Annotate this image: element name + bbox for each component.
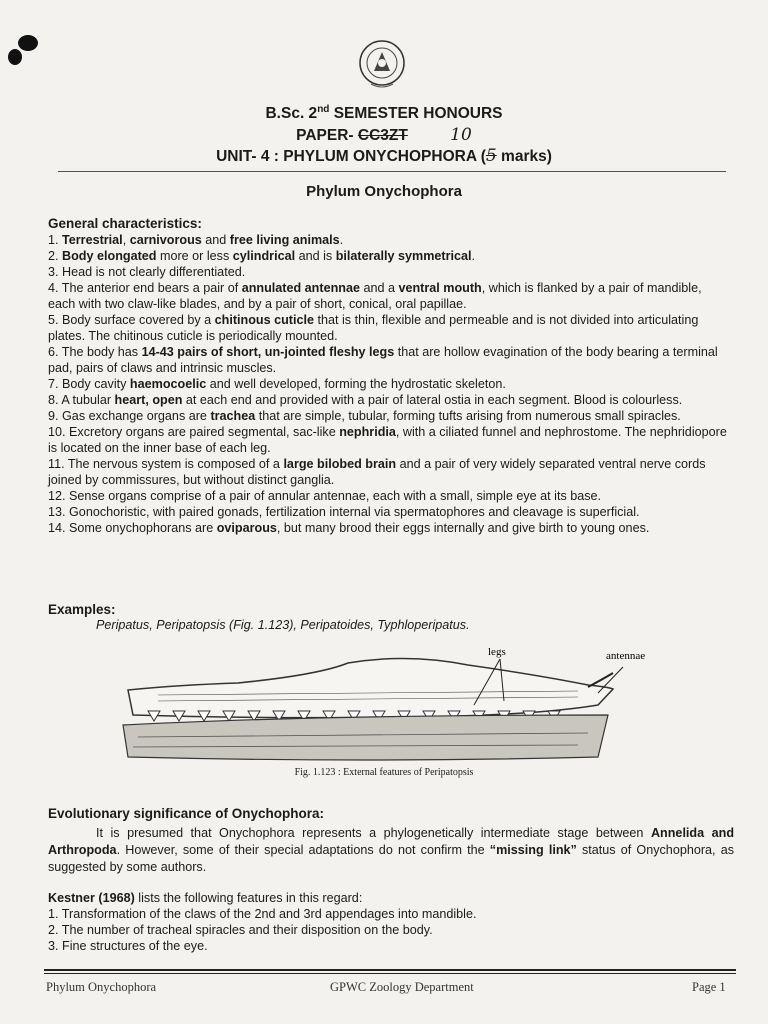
- kestner-item: 2. The number of tracheal spiracles and their disposition on the body.: [48, 923, 433, 937]
- ink-blot: [6, 34, 42, 70]
- characteristic-item: 10. Excretory organs are paired segmental, sac-like nephridia, with a ciliated funnel and nephrostome. The nephridiopore is located on the inner base of each leg.: [48, 425, 727, 455]
- characteristic-item: 13. Gonochoristic, with paired gonads, fertilization internal via spermatophores and cleavage is superficial.: [48, 505, 640, 519]
- characteristic-item: 12. Sense organs comprise of a pair of annular antennae, each with a small, simple eye at its base.: [48, 489, 602, 503]
- characteristic-item: 7. Body cavity haemocoelic and well developed, forming the hydrostatic skeleton.: [48, 377, 506, 391]
- characteristic-item: 14. Some onychophorans are oviparous, but many brood their eggs internally and give birth to young ones.: [48, 521, 650, 535]
- characteristic-item: 8. A tubular heart, open at each end and provided with a pair of lateral ostia in each segment. Blood is colourless.: [48, 393, 683, 407]
- examples-heading: Examples:: [48, 602, 116, 617]
- characteristic-item: 11. The nervous system is composed of a large bilobed brain and a pair of very widely separated ventral nerve cords joined by commissures, but without distinct ganglia.: [48, 457, 706, 487]
- characteristic-item: 5. Body surface covered by a chitinous cuticle that is thin, flexible and permeable and is not divided into articulating plates. The chitinous cuticle is periodically mounted.: [48, 313, 699, 343]
- footer-divider-thin: [44, 973, 736, 974]
- characteristic-item: 6. The body has 14-43 pairs of short, un-jointed fleshy legs that are hollow evagination of the body bearing a terminal pad, pairs of claws and intrinsic muscles.: [48, 345, 718, 375]
- evolution-heading: Evolutionary significance of Onychophora:: [48, 806, 325, 821]
- page-title: Phylum Onychophora: [306, 183, 462, 200]
- peripatopsis-figure: [118, 645, 678, 763]
- examples-text: Peripatus, Peripatopsis (Fig. 1.123), Peripatoides, Typhloperipatus.: [96, 618, 470, 632]
- footer-divider: [44, 969, 736, 971]
- antennae-label: antennae: [606, 650, 646, 662]
- course-heading: B.Sc. 2nd SEMESTER HONOURS: [265, 104, 503, 123]
- page-number: Page 1: [692, 980, 726, 994]
- figure-caption: Fig. 1.123 : External features of Peripatopsis: [294, 767, 474, 778]
- kestner-item: 3. Fine structures of the eye.: [48, 939, 208, 953]
- college-emblem-icon: [357, 38, 407, 90]
- general-characteristics-heading: General characteristics:: [48, 216, 202, 231]
- paper-heading: PAPER- CC3ZT 10: [296, 125, 472, 145]
- footer-center: GPWC Zoology Department: [330, 980, 474, 994]
- characteristic-item: 9. Gas exchange organs are trachea that are simple, tubular, forming tufts arising from numerous small spiracles.: [48, 409, 681, 423]
- characteristics-list: [48, 232, 728, 536]
- footer-left: Phylum Onychophora: [46, 980, 157, 994]
- kestner-item: 1. Transformation of the claws of the 2nd and 3rd appendages into mandible.: [48, 907, 477, 921]
- evolution-paragraph: It is presumed that Onychophora represents a phylogenetically intermediate stage between Annelida and Arthropoda. However, some of their special adaptations do not confirm the “missing link” status of Onychophora, as suggested by some authors.: [48, 826, 735, 874]
- legs-label: legs: [488, 646, 506, 658]
- characteristic-item: 3. Head is not clearly differentiated.: [48, 265, 246, 279]
- characteristic-item: 2. Body elongated more or less cylindrical and is bilaterally symmetrical.: [48, 249, 476, 263]
- characteristic-item: 1. Terrestrial, carnivorous and free living animals.: [48, 233, 344, 247]
- header-divider: [58, 171, 726, 172]
- characteristic-item: 4. The anterior end bears a pair of annulated antennae and a ventral mouth, which is flanked by a pair of mandible, each with two claw-like blades, and by a pair of short, conical, oral papillae.: [48, 281, 702, 311]
- unit-heading: UNIT- 4 : PHYLUM ONYCHOPHORA (5 marks): [216, 146, 552, 166]
- kestner-heading: Kestner (1968) lists the following features in this regard:: [48, 891, 363, 905]
